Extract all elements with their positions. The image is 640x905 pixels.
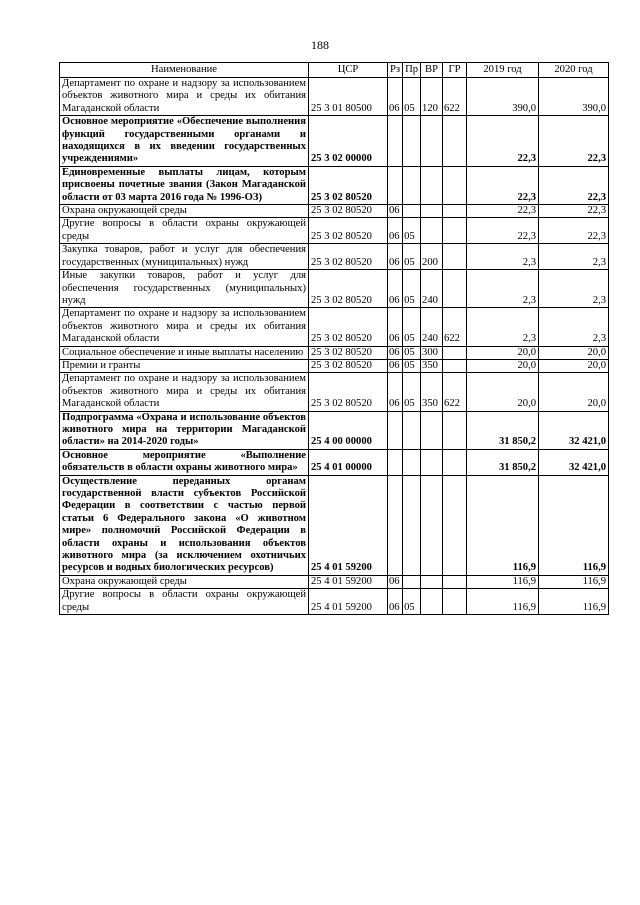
cell-vr bbox=[421, 116, 443, 167]
cell-2019: 20,0 bbox=[467, 359, 539, 372]
cell-gr: 622 bbox=[443, 308, 467, 346]
cell-gr bbox=[443, 218, 467, 244]
cell-2020: 22,3 bbox=[539, 166, 609, 204]
cell-name: Департамент по охране и надзору за использованием объектов животного мира и среды их обитания Магаданской области bbox=[60, 78, 309, 116]
cell-rz: 06 bbox=[388, 575, 403, 588]
cell-csr: 25 3 02 00000 bbox=[309, 116, 388, 167]
cell-gr bbox=[443, 359, 467, 372]
cell-csr: 25 3 02 80520 bbox=[309, 166, 388, 204]
cell-csr: 25 4 01 00000 bbox=[309, 449, 388, 475]
cell-2019: 22,3 bbox=[467, 116, 539, 167]
header-rz: Рз bbox=[388, 63, 403, 78]
header-pr: Пр bbox=[403, 63, 421, 78]
cell-name: Социальное обеспечение и иные выплаты населению bbox=[60, 346, 309, 359]
cell-pr: 05 bbox=[403, 373, 421, 411]
cell-2019: 31 850,2 bbox=[467, 449, 539, 475]
cell-rz: 06 bbox=[388, 373, 403, 411]
cell-pr: 05 bbox=[403, 359, 421, 372]
cell-pr bbox=[403, 449, 421, 475]
cell-name: Другие вопросы в области охраны окружающей среды bbox=[60, 589, 309, 615]
cell-2019: 390,0 bbox=[467, 78, 539, 116]
cell-2019: 2,3 bbox=[467, 308, 539, 346]
cell-name: Департамент по охране и надзору за использованием объектов животного мира и среды их обитания Магаданской области bbox=[60, 373, 309, 411]
cell-pr bbox=[403, 475, 421, 575]
header-2020: 2020 год bbox=[539, 63, 609, 78]
cell-2019: 2,3 bbox=[467, 244, 539, 270]
cell-2020: 116,9 bbox=[539, 575, 609, 588]
table-row bbox=[60, 346, 609, 359]
cell-name: Основное мероприятие «Выполнение обязательств в области охраны животного мира» bbox=[60, 449, 309, 475]
table-row bbox=[60, 475, 609, 575]
cell-vr bbox=[421, 449, 443, 475]
cell-vr bbox=[421, 411, 443, 449]
cell-2020: 32 421,0 bbox=[539, 411, 609, 449]
cell-pr: 05 bbox=[403, 218, 421, 244]
cell-gr bbox=[443, 411, 467, 449]
table-row bbox=[60, 411, 609, 449]
cell-csr: 25 3 02 80520 bbox=[309, 346, 388, 359]
cell-pr: 05 bbox=[403, 78, 421, 116]
cell-2020: 2,3 bbox=[539, 244, 609, 270]
cell-csr: 25 4 01 59200 bbox=[309, 589, 388, 615]
cell-2020: 22,3 bbox=[539, 218, 609, 244]
cell-name: Другие вопросы в области охраны окружающей среды bbox=[60, 218, 309, 244]
cell-pr bbox=[403, 116, 421, 167]
cell-2020: 2,3 bbox=[539, 270, 609, 308]
cell-vr bbox=[421, 589, 443, 615]
cell-vr: 350 bbox=[421, 359, 443, 372]
table-row bbox=[60, 308, 609, 346]
cell-name: Премии и гранты bbox=[60, 359, 309, 372]
cell-gr: 622 bbox=[443, 78, 467, 116]
cell-2020: 22,3 bbox=[539, 116, 609, 167]
cell-rz bbox=[388, 116, 403, 167]
cell-2020: 116,9 bbox=[539, 475, 609, 575]
table-header-row bbox=[60, 63, 609, 78]
cell-2019: 116,9 bbox=[467, 475, 539, 575]
cell-vr bbox=[421, 575, 443, 588]
cell-rz bbox=[388, 411, 403, 449]
table-row bbox=[60, 359, 609, 372]
cell-2020: 32 421,0 bbox=[539, 449, 609, 475]
header-name: Наименование bbox=[60, 63, 309, 78]
cell-2019: 22,3 bbox=[467, 166, 539, 204]
cell-gr bbox=[443, 244, 467, 270]
cell-name: Иные закупки товаров, работ и услуг для обеспечения государственных (муниципальных) нужд bbox=[60, 270, 309, 308]
cell-rz: 06 bbox=[388, 589, 403, 615]
cell-2020: 20,0 bbox=[539, 359, 609, 372]
cell-2019: 31 850,2 bbox=[467, 411, 539, 449]
cell-rz bbox=[388, 449, 403, 475]
table-row bbox=[60, 78, 609, 116]
cell-2019: 2,3 bbox=[467, 270, 539, 308]
cell-gr bbox=[443, 475, 467, 575]
cell-csr: 25 3 02 80520 bbox=[309, 308, 388, 346]
cell-2020: 22,3 bbox=[539, 205, 609, 218]
cell-csr: 25 3 02 80520 bbox=[309, 373, 388, 411]
cell-pr bbox=[403, 575, 421, 588]
cell-pr: 05 bbox=[403, 346, 421, 359]
cell-vr bbox=[421, 166, 443, 204]
cell-2020: 20,0 bbox=[539, 373, 609, 411]
cell-pr bbox=[403, 166, 421, 204]
table-row bbox=[60, 218, 609, 244]
cell-gr bbox=[443, 270, 467, 308]
cell-gr bbox=[443, 589, 467, 615]
cell-csr: 25 3 02 80520 bbox=[309, 270, 388, 308]
cell-csr: 25 3 02 80520 bbox=[309, 244, 388, 270]
cell-rz: 06 bbox=[388, 78, 403, 116]
cell-csr: 25 3 01 80500 bbox=[309, 78, 388, 116]
cell-gr bbox=[443, 449, 467, 475]
cell-rz: 06 bbox=[388, 270, 403, 308]
cell-vr: 240 bbox=[421, 308, 443, 346]
table-row bbox=[60, 373, 609, 411]
cell-gr bbox=[443, 166, 467, 204]
cell-rz: 06 bbox=[388, 218, 403, 244]
cell-gr: 622 bbox=[443, 373, 467, 411]
cell-gr bbox=[443, 116, 467, 167]
cell-rz: 06 bbox=[388, 346, 403, 359]
cell-vr: 300 bbox=[421, 346, 443, 359]
cell-rz bbox=[388, 475, 403, 575]
cell-2019: 20,0 bbox=[467, 346, 539, 359]
cell-vr: 200 bbox=[421, 244, 443, 270]
cell-pr: 05 bbox=[403, 270, 421, 308]
cell-pr: 05 bbox=[403, 589, 421, 615]
cell-pr bbox=[403, 205, 421, 218]
cell-gr bbox=[443, 575, 467, 588]
cell-csr: 25 3 02 80520 bbox=[309, 218, 388, 244]
table-row bbox=[60, 205, 609, 218]
cell-vr: 120 bbox=[421, 78, 443, 116]
cell-csr: 25 4 00 00000 bbox=[309, 411, 388, 449]
header-2019: 2019 год bbox=[467, 63, 539, 78]
table-row bbox=[60, 449, 609, 475]
cell-name: Охрана окружающей среды bbox=[60, 205, 309, 218]
cell-gr bbox=[443, 205, 467, 218]
cell-pr: 05 bbox=[403, 308, 421, 346]
page-number: 188 bbox=[311, 38, 329, 52]
cell-vr: 350 bbox=[421, 373, 443, 411]
cell-2019: 22,3 bbox=[467, 218, 539, 244]
cell-rz bbox=[388, 166, 403, 204]
table-row bbox=[60, 244, 609, 270]
cell-2020: 20,0 bbox=[539, 346, 609, 359]
cell-rz: 06 bbox=[388, 359, 403, 372]
cell-2020: 2,3 bbox=[539, 308, 609, 346]
cell-2019: 116,9 bbox=[467, 575, 539, 588]
table-row bbox=[60, 575, 609, 588]
cell-name: Единовременные выплаты лицам, которым присвоены почетные звания (Закон Магаданской области от 03 марта 2016 года № 1996-ОЗ) bbox=[60, 166, 309, 204]
cell-rz: 06 bbox=[388, 244, 403, 270]
cell-2019: 20,0 bbox=[467, 373, 539, 411]
cell-csr: 25 4 01 59200 bbox=[309, 575, 388, 588]
cell-2019: 22,3 bbox=[467, 205, 539, 218]
header-vr: ВР bbox=[421, 63, 443, 78]
table-row bbox=[60, 270, 609, 308]
cell-name: Департамент по охране и надзору за использованием объектов животного мира и среды их обитания Магаданской области bbox=[60, 308, 309, 346]
cell-rz: 06 bbox=[388, 205, 403, 218]
cell-2019: 116,9 bbox=[467, 589, 539, 615]
cell-vr: 240 bbox=[421, 270, 443, 308]
cell-vr bbox=[421, 475, 443, 575]
cell-vr bbox=[421, 205, 443, 218]
cell-vr bbox=[421, 218, 443, 244]
cell-csr: 25 3 02 80520 bbox=[309, 205, 388, 218]
cell-name: Подпрограмма «Охрана и использование объектов животного мира на территории Магаданской области» на 2014-2020 годы» bbox=[60, 411, 309, 449]
cell-name: Основное мероприятие «Обеспечение выполнения функций государственными органами и находящихся в их введении государственных учреждениями» bbox=[60, 116, 309, 167]
header-gr: ГР bbox=[443, 63, 467, 78]
table-row bbox=[60, 589, 609, 615]
cell-2020: 116,9 bbox=[539, 589, 609, 615]
cell-name: Охрана окружающей среды bbox=[60, 575, 309, 588]
cell-csr: 25 4 01 59200 bbox=[309, 475, 388, 575]
cell-rz: 06 bbox=[388, 308, 403, 346]
cell-2020: 390,0 bbox=[539, 78, 609, 116]
budget-table bbox=[59, 62, 609, 615]
cell-name: Закупка товаров, работ и услуг для обеспечения государственных (муниципальных) нужд bbox=[60, 244, 309, 270]
cell-name: Осуществление переданных органам государственной власти субъектов Российской Федерации в соответствии с частью первой статьи 6 Федерального закона «О животном мире» полномочий Российской Федерации в области охраны и использования объектов животного мира (за исключением охотничьих ресурсов и водных биологических ресурсов) bbox=[60, 475, 309, 575]
cell-pr: 05 bbox=[403, 244, 421, 270]
cell-csr: 25 3 02 80520 bbox=[309, 359, 388, 372]
header-csr: ЦСР bbox=[309, 63, 388, 78]
cell-gr bbox=[443, 346, 467, 359]
table-row bbox=[60, 166, 609, 204]
cell-pr bbox=[403, 411, 421, 449]
table-body bbox=[60, 78, 609, 615]
table-row bbox=[60, 116, 609, 167]
